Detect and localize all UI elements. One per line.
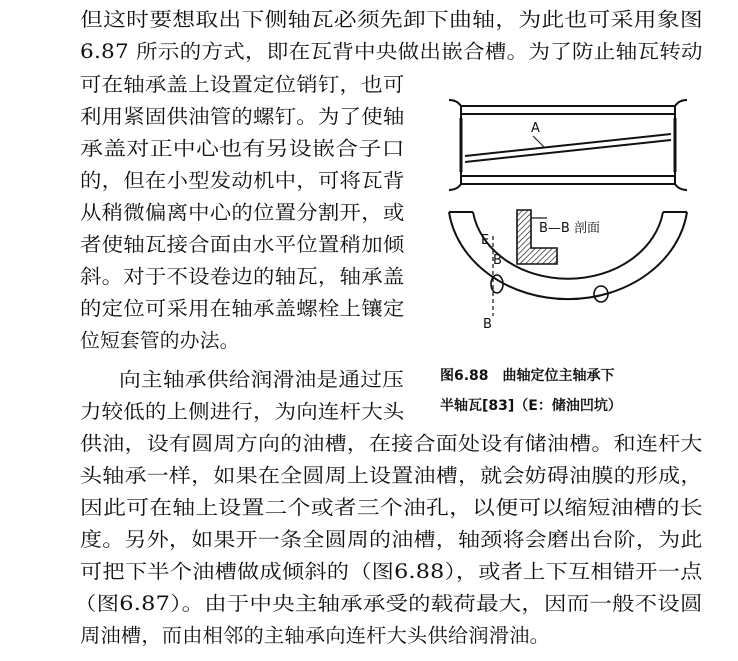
text-line: 6.87 所示的方式，即在瓦背中央做出嵌合槽。为了防止轴瓦转动	[80, 40, 703, 63]
text-line: 的定位可采用在轴承盖螺栓上镶定	[80, 297, 405, 320]
text-line: 从稍微偏离中心的位置分割开，或	[80, 201, 405, 224]
section-label: B—B 剖面	[539, 221, 600, 236]
oil-pocket	[491, 275, 503, 293]
label-b-top: B	[493, 253, 502, 268]
label-e: E	[481, 233, 490, 248]
text-line: 周油槽，而由相邻的主轴承向连杆大头供给润滑油。	[80, 624, 551, 647]
text-line: 者使轴瓦接合面由水平位置稍加倾	[80, 233, 405, 256]
text-line: 可在轴承盖上设置定位销钉，也可	[80, 73, 405, 96]
text-line: 因此可在轴上设置二个或者三个油孔，以便可以缩短油槽的长	[80, 496, 703, 519]
text-line: 但这时要想取出下侧轴瓦必须先卸下曲轴，为此也可采用象图	[80, 8, 703, 31]
text-line: 力较低的上侧进行，为向连杆大头	[80, 400, 405, 423]
text-line: 的，但在小型发动机中，可将瓦背	[80, 169, 405, 192]
text-line: 可把下半个油槽做成倾斜的（图6.88），或者上下互相错开一点	[80, 560, 703, 583]
text-line: 头轴承一样，如果在全圆周上设置油槽，就会妨碍油膜的形成，	[80, 464, 703, 487]
label-b-bottom: B	[483, 317, 492, 332]
section-inset	[517, 210, 557, 264]
text-line: 供油，设有圆周方向的油槽，在接合面处设有储油槽。和连杆大	[80, 432, 703, 455]
figure-caption-line1: 图6.88 曲轴定位主轴承下	[440, 368, 615, 384]
figure-caption-line2: 半轴瓦[83]（E：储油凹坑）	[440, 398, 622, 414]
text-line: 斜。对于不设卷边的轴瓦，轴承盖	[80, 265, 405, 288]
shell-top-view	[449, 100, 687, 190]
label-a: A	[531, 121, 540, 136]
text-line: 位短套管的办法。	[80, 329, 240, 352]
text-line: （图6.87）。由于中央主轴承承受的载荷最大，因而一般不设圆	[74, 592, 703, 615]
text-line: 度。另外，如果开一条全圆周的油槽，轴颈将会磨出台阶，为此	[80, 528, 703, 551]
bearing-shell-figure	[435, 88, 707, 338]
text-line: 承盖对正中心也有另设嵌合子口	[80, 137, 405, 160]
text-line: 利用紧固供油管的螺钉。为了使轴	[80, 105, 405, 128]
text-line: 向主轴承供给润滑油是通过压	[119, 368, 405, 391]
